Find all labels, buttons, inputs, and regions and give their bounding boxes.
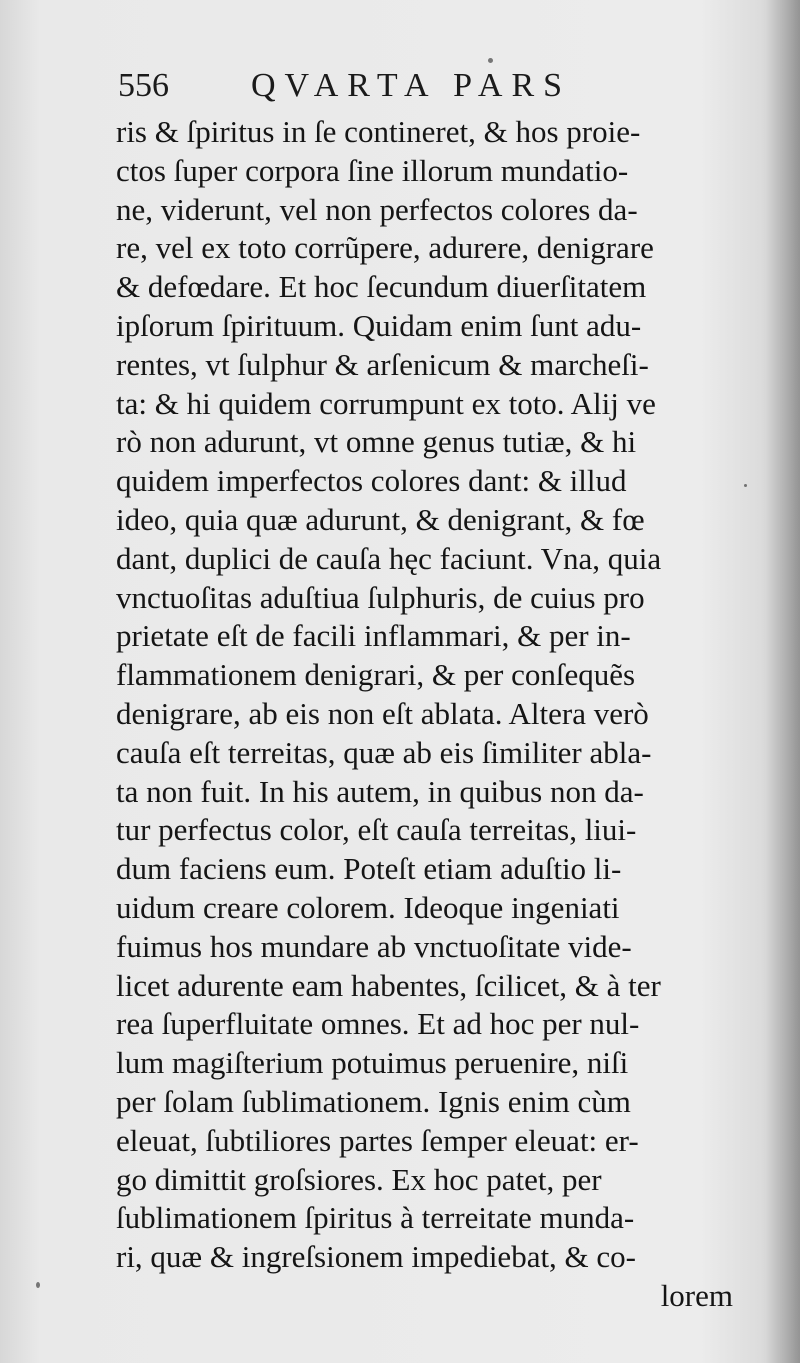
text-line: rentes, vt ſulphur & arſenicum & marcheſi-: [116, 346, 649, 382]
running-head: QVARTA PARS: [251, 67, 572, 104]
page-number: 556: [118, 67, 169, 104]
text-line: ris & ſpiritus in ſe contineret, & hos proie-: [116, 114, 641, 149]
text-line: ideo, quia quæ adurunt, & denigrant, & fœ: [116, 501, 645, 537]
text-line: ſublimationem ſpiritus à terreitate munda-: [116, 1200, 635, 1236]
page-header: [118, 66, 698, 106]
catchword: lorem: [660, 1277, 733, 1313]
text-line: denigrare, ab eis non eſt ablata. Altera verò: [116, 695, 649, 731]
text-line: lum magiſterium potuimus peruenire, niſi: [116, 1045, 629, 1081]
text-line: & defœdare. Et hoc ſecundum diuerſitatem: [116, 269, 647, 305]
print-speck: [488, 58, 493, 63]
text-line: quidem imperfectos colores dant: & illud: [116, 463, 627, 499]
text-line: ipſorum ſpirituum. Quidam enim ſunt adu-: [116, 307, 642, 343]
text-line: ta: & hi quidem corrumpunt ex toto. Alij ve: [116, 385, 656, 421]
print-speck: [36, 1282, 40, 1288]
text-line: ne, viderunt, vel non perfectos colores da-: [116, 191, 638, 227]
text-line: flammationem denigrari, & per conſequẽs: [116, 657, 636, 693]
text-line: vnctuoſitas aduſtiua ſulphuris, de cuius pro: [116, 579, 645, 615]
text-line: go dimittit groſsiores. Ex hoc patet, per: [116, 1161, 602, 1197]
page-gutter-shadow: [766, 0, 800, 1363]
text-line: re, vel ex toto corrũpere, adurere, denigrare: [116, 230, 654, 266]
text-line: prietate eſt de facili inflammari, & per in-: [116, 618, 631, 654]
text-line: licet adurente eam habentes, ſcilicet, & à ter: [116, 967, 661, 1003]
text-line: cauſa eſt terreitas, quæ ab eis ſimiliter abla-: [116, 734, 652, 770]
text-line: ctos ſuper corpora ſine illorum mundatio-: [116, 152, 629, 188]
text-line: dant, duplici de cauſa hęc faciunt. Vna, quia: [116, 540, 662, 576]
text-line: eleuat, ſubtiliores partes ſemper eleuat: er-: [116, 1122, 639, 1158]
text-line: per ſolam ſublimationem. Ignis enim cùm: [116, 1083, 631, 1119]
body-text: [116, 113, 733, 1316]
print-speck: [744, 484, 747, 487]
text-line: ri, quæ & ingreſsionem impediebat, & co-: [116, 1239, 637, 1275]
text-line: rea ſuperfluitate omnes. Et ad hoc per nul-: [116, 1006, 640, 1042]
text-line: uidum creare colorem. Ideoque ingeniati: [116, 889, 620, 925]
text-line: rò non adurunt, vt omne genus tutiæ, & hi: [116, 424, 637, 460]
text-line: dum faciens eum. Poteſt etiam aduſtio li-: [116, 851, 622, 887]
text-line: tur perfectus color, eſt cauſa terreitas, liui-: [116, 812, 637, 848]
text-line: ta non fuit. In his autem, in quibus non da-: [116, 773, 644, 809]
text-line: fuimus hos mundare ab vnctuoſitate vide-: [116, 928, 632, 964]
